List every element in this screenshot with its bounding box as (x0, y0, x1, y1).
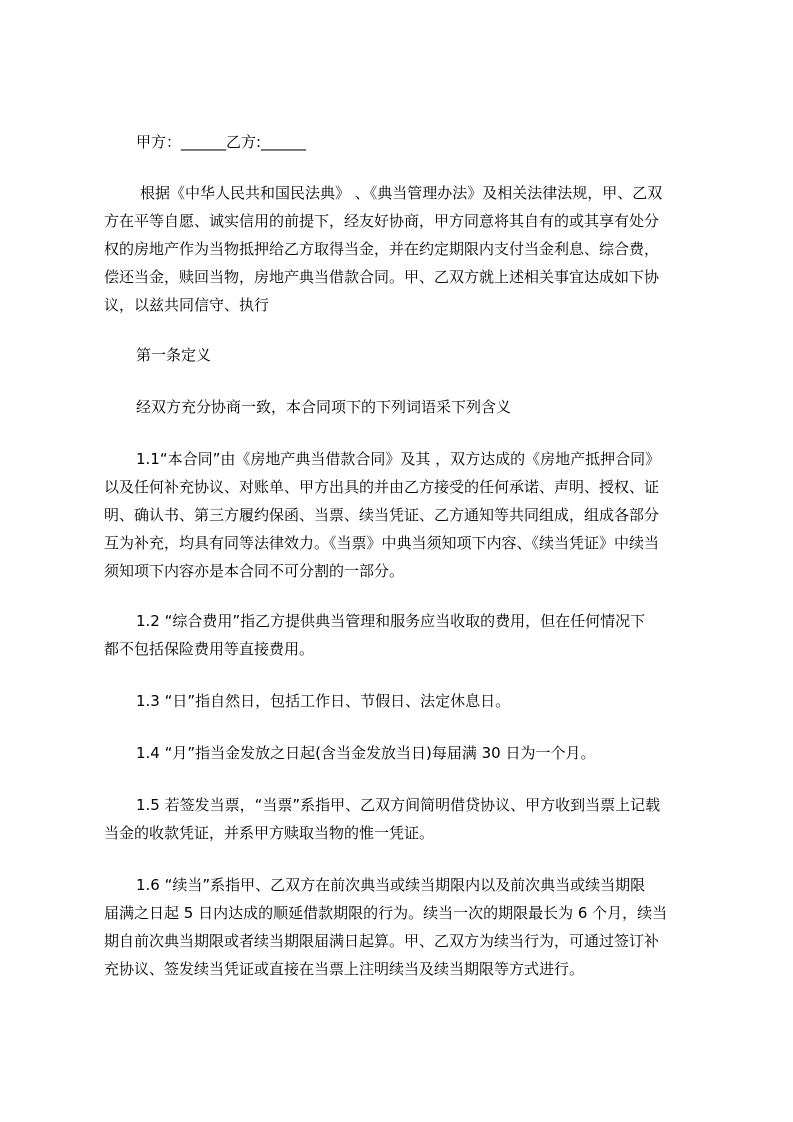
text-line: 当金的收款凭证，并系甲方赎取当物的惟一凭证。 (104, 824, 435, 842)
article-heading: 第一条定义 (136, 346, 212, 364)
clause-1-3: 1.3 “日”指自然日，包括工作日、节假日、法定休息日。 (136, 692, 511, 710)
text-line: 根据《中华人民共和国民法典》 、《典当管理办法》及相关法律法规，甲、乙双 (140, 184, 663, 202)
party-header: 甲方：______乙方:______ (136, 133, 307, 151)
text-line: 1.2 “综合费用”指乙方提供典当管理和服务应当收取的费用，但在任何情况下 (136, 612, 646, 630)
text-line: 1.6 “续当”系指甲、乙双方在前次典当或续当期限内以及前次典当或续当期限 (136, 876, 646, 894)
text-line: 1.5 若签发当票，“当票”系指甲、乙双方间简明借贷协议、甲方收到当票上记载 (136, 796, 661, 814)
definition-intro: 经双方充分协商一致，本合同项下的下列词语采下列含义 (136, 398, 512, 416)
clause-1-4: 1.4 “月”指当金发放之日起(含当金发放当日)每届满 30 日为一个月。 (136, 744, 596, 762)
text-line: 都不包括保险费用等直接费用。 (104, 640, 315, 658)
text-line: 互为补充，均具有同等法律效力。《当票》中典当须知项下内容、《续当凭证》中续当 (104, 534, 660, 552)
text-line: 1.1“本合同”由《房地产典当借款合同》及其 ，双方达成的《房地产抵押合同》 (136, 450, 661, 468)
text-line: 以及任何补充协议、对账单、甲方出具的并由乙方接受的任何承诺、声明、授权、证 (104, 478, 660, 496)
text-line: 方在平等自愿、诚实信用的前提下，经友好协商，甲方同意将其自有的或其享有处分 (104, 212, 660, 230)
text-line: 明、确认书、第三方履约保函、当票、续当凭证、乙方通知等共同组成，组成各部分 (104, 506, 660, 524)
text-line: 届满之日起 5 日内达成的顺延借款期限的行为。续当一次的期限最长为 6 个月，续当 (104, 904, 668, 922)
text-line: 须知项下内容亦是本合同不可分割的一部分。 (104, 562, 405, 580)
text-line: 权的房地产作为当物抵押给乙方取得当金，并在约定期限内支付当金利息、综合费， (104, 240, 660, 258)
text-line: 议，以兹共同信守、执行 (104, 296, 270, 314)
text-line: 充协议、签发续当凭证或直接在当票上注明续当及续当期限等方式进行。 (104, 960, 585, 978)
text-line: 偿还当金，赎回当物，房地产典当借款合同。甲、乙双方就上述相关事宜达成如下协 (104, 268, 660, 286)
text-line: 期自前次典当期限或者续当期限届满日起算。甲、乙双方为续当行为，可通过签订补 (104, 932, 660, 950)
